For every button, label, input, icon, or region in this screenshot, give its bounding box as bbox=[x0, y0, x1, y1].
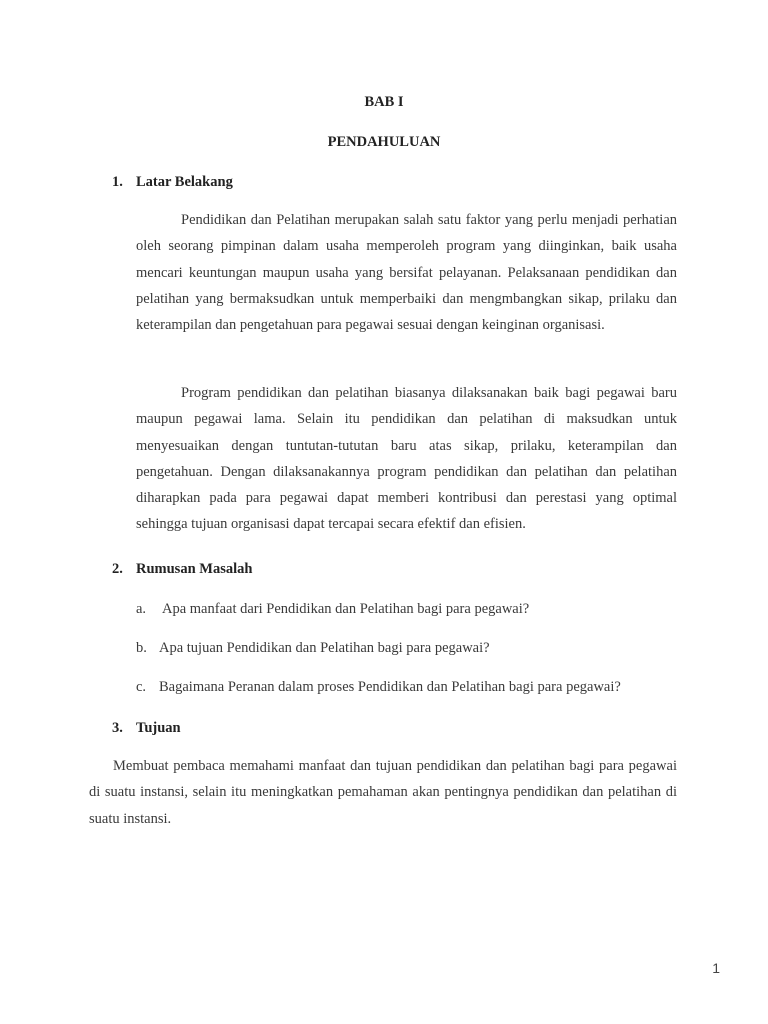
paragraph-latar-belakang-1: Pendidikan dan Pelatihan merupakan salah satu faktor yang perlu menjadi perhatian oleh seorang pimpinan dalam usaha memperoleh program yang diinginkan, baik usaha mencari keuntungan maupun usaha yang bersifat pelayanan. Pelaksanaan pendidikan dan pelatihan yang bermaksudkan untuk memperbaiki dan mengmbangkan sikap, prilaku dan keterampilan dan pengetahuan para pegawai sesuai dengan keinginan organisasi. bbox=[136, 212, 677, 334]
list-letter: a. bbox=[136, 601, 147, 617]
section-title: Rumusan Masalah bbox=[136, 561, 253, 577]
section-number: 3. bbox=[112, 720, 123, 736]
section-heading-tujuan bbox=[112, 720, 181, 737]
section-number: 1. bbox=[112, 174, 123, 190]
list-text: Bagaimana Peranan dalam proses Pendidikan dan Pelatihan bagi para pegawai? bbox=[159, 679, 621, 695]
list-item bbox=[136, 679, 621, 696]
list-item bbox=[136, 601, 529, 618]
list-item bbox=[136, 640, 490, 657]
section-title: Latar Belakang bbox=[136, 174, 233, 190]
paragraph-tujuan: Membuat pembaca memahami manfaat dan tujuan pendidikan dan pelatihan bagi para pegawai di suatu instansi, selain itu meningkatkan pemahaman akan pentingnya pendidikan dan pelatihan di suatu instansi. bbox=[89, 758, 677, 827]
section-heading-rumusan-masalah bbox=[112, 561, 252, 578]
list-text: Apa tujuan Pendidikan dan Pelatihan bagi para pegawai? bbox=[159, 640, 490, 656]
section-number: 2. bbox=[112, 561, 123, 577]
list-text: Apa manfaat dari Pendidikan dan Pelatihan bagi para pegawai? bbox=[162, 601, 530, 617]
page-number: 1 bbox=[712, 960, 720, 976]
section-title: Tujuan bbox=[136, 720, 181, 736]
list-letter: b. bbox=[136, 640, 147, 656]
chapter-label: BAB I bbox=[364, 94, 404, 110]
list-letter: c. bbox=[136, 679, 147, 695]
section-heading-latar-belakang bbox=[112, 174, 233, 191]
chapter-title: PENDAHULUAN bbox=[327, 134, 441, 150]
paragraph-latar-belakang-2: Program pendidikan dan pelatihan biasanya dilaksanakan baik bagi pegawai baru maupun pegawai lama. Selain itu pendidikan dan pelatihan di maksudkan untuk menyesuaikan dengan tuntutan-tututan baru atas sikap, prilaku, keterampilan dan pengetahuan. Dengan dilaksanakannya program pendidikan dan pelatihan dan pelatihan diharapkan pada para pegawai dapat memberi kontribusi dan perestasi yang optimal sehingga tujuan organisasi dapat tercapai secara efektif dan efisien. bbox=[136, 385, 677, 533]
